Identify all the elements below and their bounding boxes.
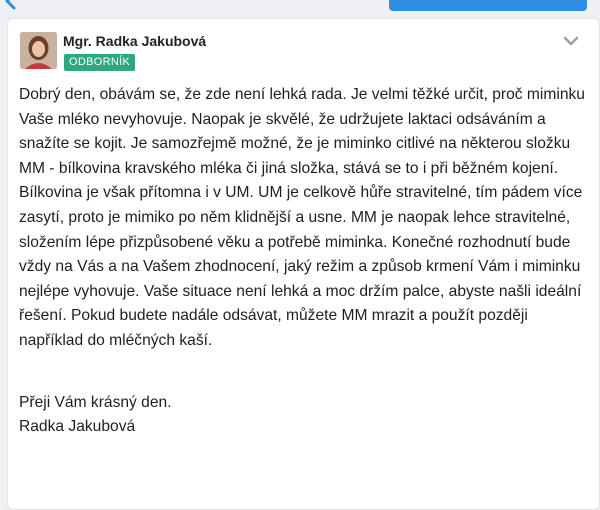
expert-badge: ODBORNÍK <box>64 54 135 71</box>
signature-line: Radka Jakubová <box>19 418 136 436</box>
chevron-down-icon[interactable] <box>563 35 579 47</box>
primary-action-button[interactable] <box>389 0 587 11</box>
avatar-photo <box>20 32 57 69</box>
answer-paragraph: Dobrý den, obávám se, že zde není lehká rada. Je velmi těžké určit, proč miminku Vaše mléko nevyhovuje. Naopak je skvělé, že udržujete laktaci odsáváním a snažíte se kojit. Je samozřejmě možné, že je miminko citlivé na některou složku MM - bílkovina kravského mléka či jiná složka, stává se to i při běžném kojení. Bílkovina je však přítomna i v UM. UM je celkově hůře stravitelné, tím pádem více zasytí, proto je mimiko po něm klidnější a usne. MM je naopak lehce stravitelné, složením lépe přizpůsobené věku a potřebě miminka. Konečné rozhodnutí bude vždy na Vás a na Vašem zhodnocení, jaký režim a způsob krmení Vám i miminku nejlépe vyhovuje. Vaše situace není lehká a moc držím palce, abyste našli ideální řešení. Pokud budete nadále odsávat, můžete MM mrazit a použít později například do mléčných kaší. <box>19 86 585 349</box>
top-bar <box>0 0 600 14</box>
greeting-line: Přeji Vám krásný den. <box>19 393 172 411</box>
answer-body <box>19 83 587 440</box>
paragraph-spacer <box>19 354 587 391</box>
chevron-left-icon[interactable] <box>2 0 20 10</box>
author-name[interactable]: Mgr. Radka Jakubová <box>63 33 207 49</box>
answer-card <box>7 18 600 510</box>
avatar <box>20 32 57 69</box>
